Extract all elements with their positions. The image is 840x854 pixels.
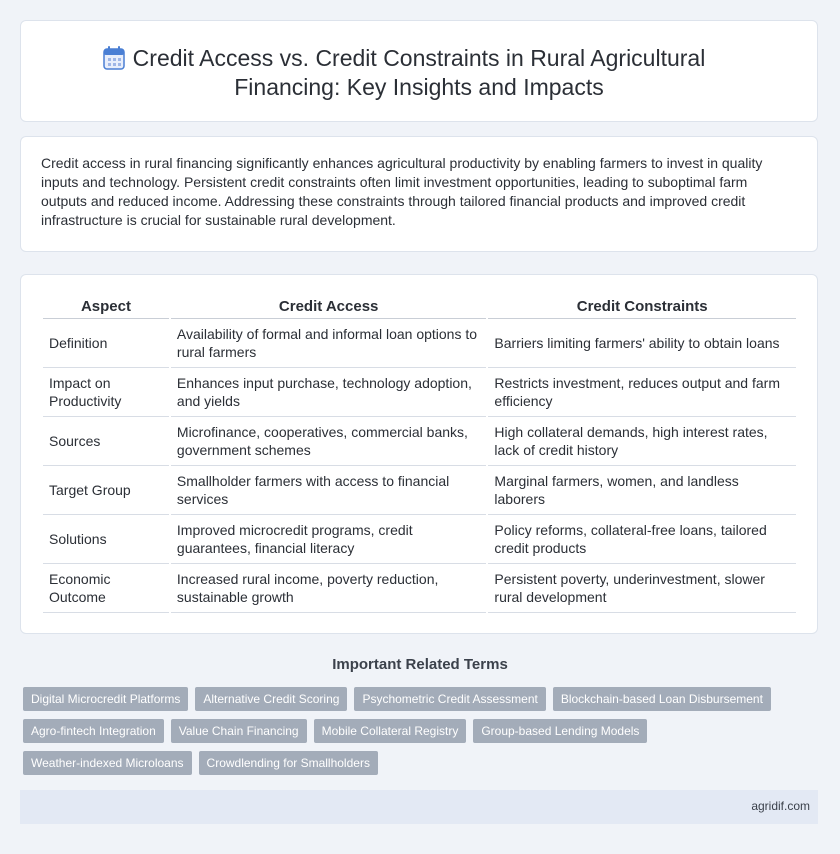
table-row: [43, 417, 796, 466]
footer-site-link[interactable]: agridif.com: [751, 799, 810, 813]
related-term-tag[interactable]: Alternative Credit Scoring: [195, 687, 347, 711]
table-row: [43, 515, 796, 564]
table-row: [43, 466, 796, 515]
related-terms-list: [23, 687, 823, 783]
table-row: [43, 564, 796, 613]
intro-card: [20, 136, 818, 252]
related-term-tag[interactable]: Blockchain-based Loan Disbursement: [553, 687, 771, 711]
comparison-table: [41, 296, 798, 613]
table-header-row: [43, 296, 796, 319]
credit-access-cell: Microfinance, cooperatives, commercial banks, government schemes: [171, 417, 487, 466]
table-row: [43, 368, 796, 417]
related-term-tag[interactable]: Psychometric Credit Assessment: [354, 687, 545, 711]
credit-constraints-cell: Marginal farmers, women, and landless laborers: [488, 466, 796, 515]
intro-paragraph: Credit access in rural financing significantly enhances agricultural productivity by enabling farmers to invest in quality inputs and technology. Persistent credit constraints often limit investment opportunities, leading to suboptimal farm outputs and reduced income. Addressing these constraints through tailored financial products and improved credit infrastructure is crucial for sustainable rural development.: [41, 155, 763, 228]
credit-access-cell: Enhances input purchase, technology adoption, and yields: [171, 368, 487, 417]
credit-access-cell: Availability of formal and informal loan options to rural farmers: [171, 319, 487, 368]
header-credit-access: Credit Access: [171, 296, 487, 319]
aspect-cell: Target Group: [43, 466, 169, 515]
table-row: [43, 319, 796, 368]
footer: [20, 790, 818, 824]
credit-constraints-cell: Persistent poverty, underinvestment, slower rural development: [488, 564, 796, 613]
related-terms-heading: Important Related Terms: [332, 656, 508, 673]
related-term-tag[interactable]: Digital Microcredit Platforms: [23, 687, 188, 711]
header-credit-constraints: Credit Constraints: [488, 296, 796, 319]
credit-access-cell: Increased rural income, poverty reduction, sustainable growth: [171, 564, 487, 613]
credit-constraints-cell: High collateral demands, high interest rates, lack of credit history: [488, 417, 796, 466]
related-term-tag[interactable]: Mobile Collateral Registry: [314, 719, 467, 743]
aspect-cell: Economic Outcome: [43, 564, 169, 613]
header-aspect: Aspect: [43, 296, 169, 319]
credit-access-cell: Improved microcredit programs, credit guarantees, financial literacy: [171, 515, 487, 564]
comparison-card: [20, 274, 818, 634]
related-term-tag[interactable]: Value Chain Financing: [171, 719, 307, 743]
title-card: [20, 20, 818, 122]
related-term-tag[interactable]: Agro-fintech Integration: [23, 719, 164, 743]
related-term-tag[interactable]: Crowdlending for Smallholders: [199, 751, 378, 775]
credit-access-cell: Smallholder farmers with access to financial services: [171, 466, 487, 515]
page-title: Credit Access vs. Credit Constraints in Rural Agricultural Financing: Key Insights and Impacts: [132, 45, 706, 100]
aspect-cell: Solutions: [43, 515, 169, 564]
credit-constraints-cell: Policy reforms, collateral-free loans, tailored credit products: [488, 515, 796, 564]
credit-constraints-cell: Restricts investment, reduces output and farm efficiency: [488, 368, 796, 417]
credit-constraints-cell: Barriers limiting farmers' ability to obtain loans: [488, 319, 796, 368]
related-term-tag[interactable]: Weather-indexed Microloans: [23, 751, 192, 775]
related-term-tag[interactable]: Group-based Lending Models: [473, 719, 647, 743]
aspect-cell: Sources: [43, 417, 169, 466]
aspect-cell: Definition: [43, 319, 169, 368]
aspect-cell: Impact on Productivity: [43, 368, 169, 417]
